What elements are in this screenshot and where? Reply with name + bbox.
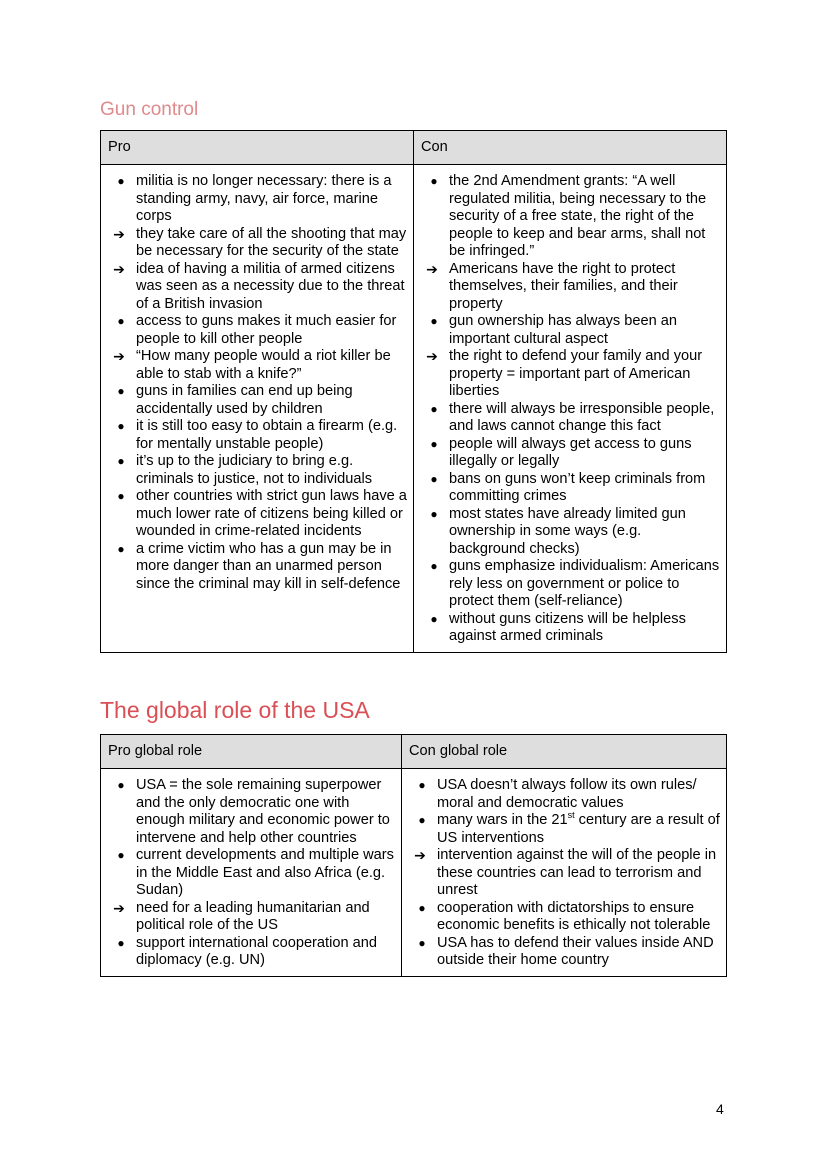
gun-control-table [100,130,727,653]
bullet-icon: ● [117,419,125,433]
list-item-text: USA = the sole remaining superpower and the only democratic one with enough military and economic power to intervene and help other countries [136,777,390,846]
list-item-text-part: many wars in the 21 [437,812,568,828]
arrow-icon: ➔ [113,899,125,916]
bullet-icon: ● [430,436,438,451]
section-title-global-role: The global role of the USA [100,697,370,723]
arrow-icon: ➔ [426,348,438,364]
con-column-header: Con global role [402,735,727,769]
list-item-text: current developments and multiple wars in the Middle East and also Africa (e.g. Sudan) [136,847,394,898]
list-item [107,453,407,488]
list-item-text: “How many people would a riot killer be able to stab with a knife?” [136,348,391,382]
list-item [107,261,407,314]
bullet-icon: ● [430,401,438,416]
list-item-text: gun ownership has always been an important cultural aspect [449,313,677,347]
page-number: 4 [716,1101,724,1117]
list-item [107,383,407,418]
bullet-icon: ● [430,506,438,521]
list-item [420,313,720,348]
list-item [107,847,395,900]
table-header-row [101,735,727,769]
list-item-text: there will always be irresponsible people, and laws cannot change this fact [449,400,715,434]
ordinal-suffix: st [567,810,575,821]
list-item [107,226,407,261]
list-item-text: Americans have the right to protect themselves, their families, and their property [449,260,678,312]
arrow-icon: ➔ [113,225,125,242]
bullet-icon: ● [430,559,438,573]
list-item-text: people will always get access to guns illegally or legally [449,435,692,469]
list-item-text: intervention against the will of the people in these countries can lead to terrorism and unrest [437,847,717,898]
list-item-text: USA doesn’t always follow its own rules/ moral and democratic values [437,777,697,811]
list-item [420,401,720,436]
list-item-text: cooperation with dictatorships to ensure economic benefits is ethically not tolerable [437,899,711,933]
list-item [408,777,720,812]
list-item [420,348,720,401]
bullet-icon: ● [117,384,125,398]
con-column-header: Con [414,131,727,165]
list-item-text: support international cooperation and diplomacy (e.g. UN) [136,934,377,968]
bullet-icon: ● [430,314,438,328]
bullet-icon: ● [117,174,125,188]
bullet-icon: ● [430,174,438,188]
bullet-icon: ● [117,935,125,950]
list-item-text: they take care of all the shooting that may be necessary for the security of the state [136,225,407,259]
list-item-text: guns emphasize individualism: Americans rely less on government or police to protect them (self-reliance) [449,558,720,609]
table-body-row [101,769,727,977]
con-arguments-cell [402,769,727,977]
list-item-text: idea of having a militia of armed citizens was seen as a necessity due to the threat of a British invasion [136,260,405,312]
list-item-text: need for a leading humanitarian and political role of the US [136,899,370,933]
con-arguments-list [420,173,720,646]
con-arguments-cell [414,165,727,653]
bullet-icon: ● [418,778,426,792]
list-item-text: the 2nd Amendment grants: “A well regulated militia, being necessary to the security of a free state, the right of the people to keep and bear arms, shall not be infringed.” [449,173,707,259]
list-item-text: militia is no longer necessary: there is a standing army, navy, air force, marine corps [136,173,392,224]
bullet-icon: ● [418,813,426,827]
list-item [107,777,395,847]
arrow-icon: ➔ [113,348,125,364]
bullet-icon: ● [117,848,125,862]
table-body-row [101,165,727,653]
bullet-icon: ● [117,541,125,556]
list-item-text: it is still too easy to obtain a firearm (e.g. for mentally unstable people) [136,418,398,452]
list-item-text: the right to defend your family and your property = important part of American liberties [449,348,703,399]
arrow-icon: ➔ [113,260,125,277]
list-item [420,558,720,611]
bullet-icon: ● [418,935,426,950]
bullet-icon: ● [117,314,125,328]
pro-arguments-list [107,777,395,970]
bullet-icon: ● [430,471,438,486]
global-role-table [100,734,727,977]
list-item [107,418,407,453]
section-title-gun-control: Gun control [100,99,199,120]
list-item-text-part: century are a result of US interventions [437,812,720,846]
list-item-text: bans on guns won’t keep criminals from committing crimes [449,470,706,504]
list-item [420,611,720,646]
list-item [107,935,395,970]
list-item-text: other countries with strict gun laws have a much lower rate of citizens being killed or wounded in crime-related incidents [136,488,407,539]
list-item [408,935,720,970]
list-item [420,506,720,559]
bullet-icon: ● [418,900,426,915]
pro-arguments-cell [101,769,402,977]
bullet-icon: ● [117,489,125,503]
list-item-text: guns in families can end up being accidentally used by children [136,383,353,417]
list-item-text: without guns citizens will be helpless against armed criminals [449,610,686,644]
list-item [420,173,720,261]
list-item [107,900,395,935]
bullet-icon: ● [117,454,125,468]
list-item-text: most states have already limited gun ownership in some ways (e.g. background checks) [449,505,686,557]
list-item-text: access to guns makes it much easier for people to kill other people [136,313,397,347]
pro-column-header: Pro [101,131,414,165]
con-arguments-list [408,777,720,970]
list-item [107,348,407,383]
pro-arguments-list [107,173,407,593]
list-item-text [437,812,720,846]
table-header-row [101,131,727,165]
list-item [420,471,720,506]
arrow-icon: ➔ [414,847,426,863]
arrow-icon: ➔ [426,260,438,277]
list-item [420,436,720,471]
list-item [107,173,407,226]
list-item-text: it’s up to the judiciary to bring e.g. criminals to justice, not to individuals [136,453,373,487]
list-item-text: a crime victim who has a gun may be in more danger than an unarmed person since the criminal may kill in self-defence [136,540,401,592]
list-item [408,847,720,900]
pro-arguments-cell [101,165,414,653]
list-item [408,900,720,935]
list-item [408,812,720,847]
bullet-icon: ● [117,778,125,792]
list-item [107,541,407,594]
list-item-text: USA has to defend their values inside AND outside their home country [437,934,714,968]
list-item [107,313,407,348]
bullet-icon: ● [430,611,438,626]
list-item [420,261,720,314]
pro-column-header: Pro global role [101,735,402,769]
list-item [107,488,407,541]
